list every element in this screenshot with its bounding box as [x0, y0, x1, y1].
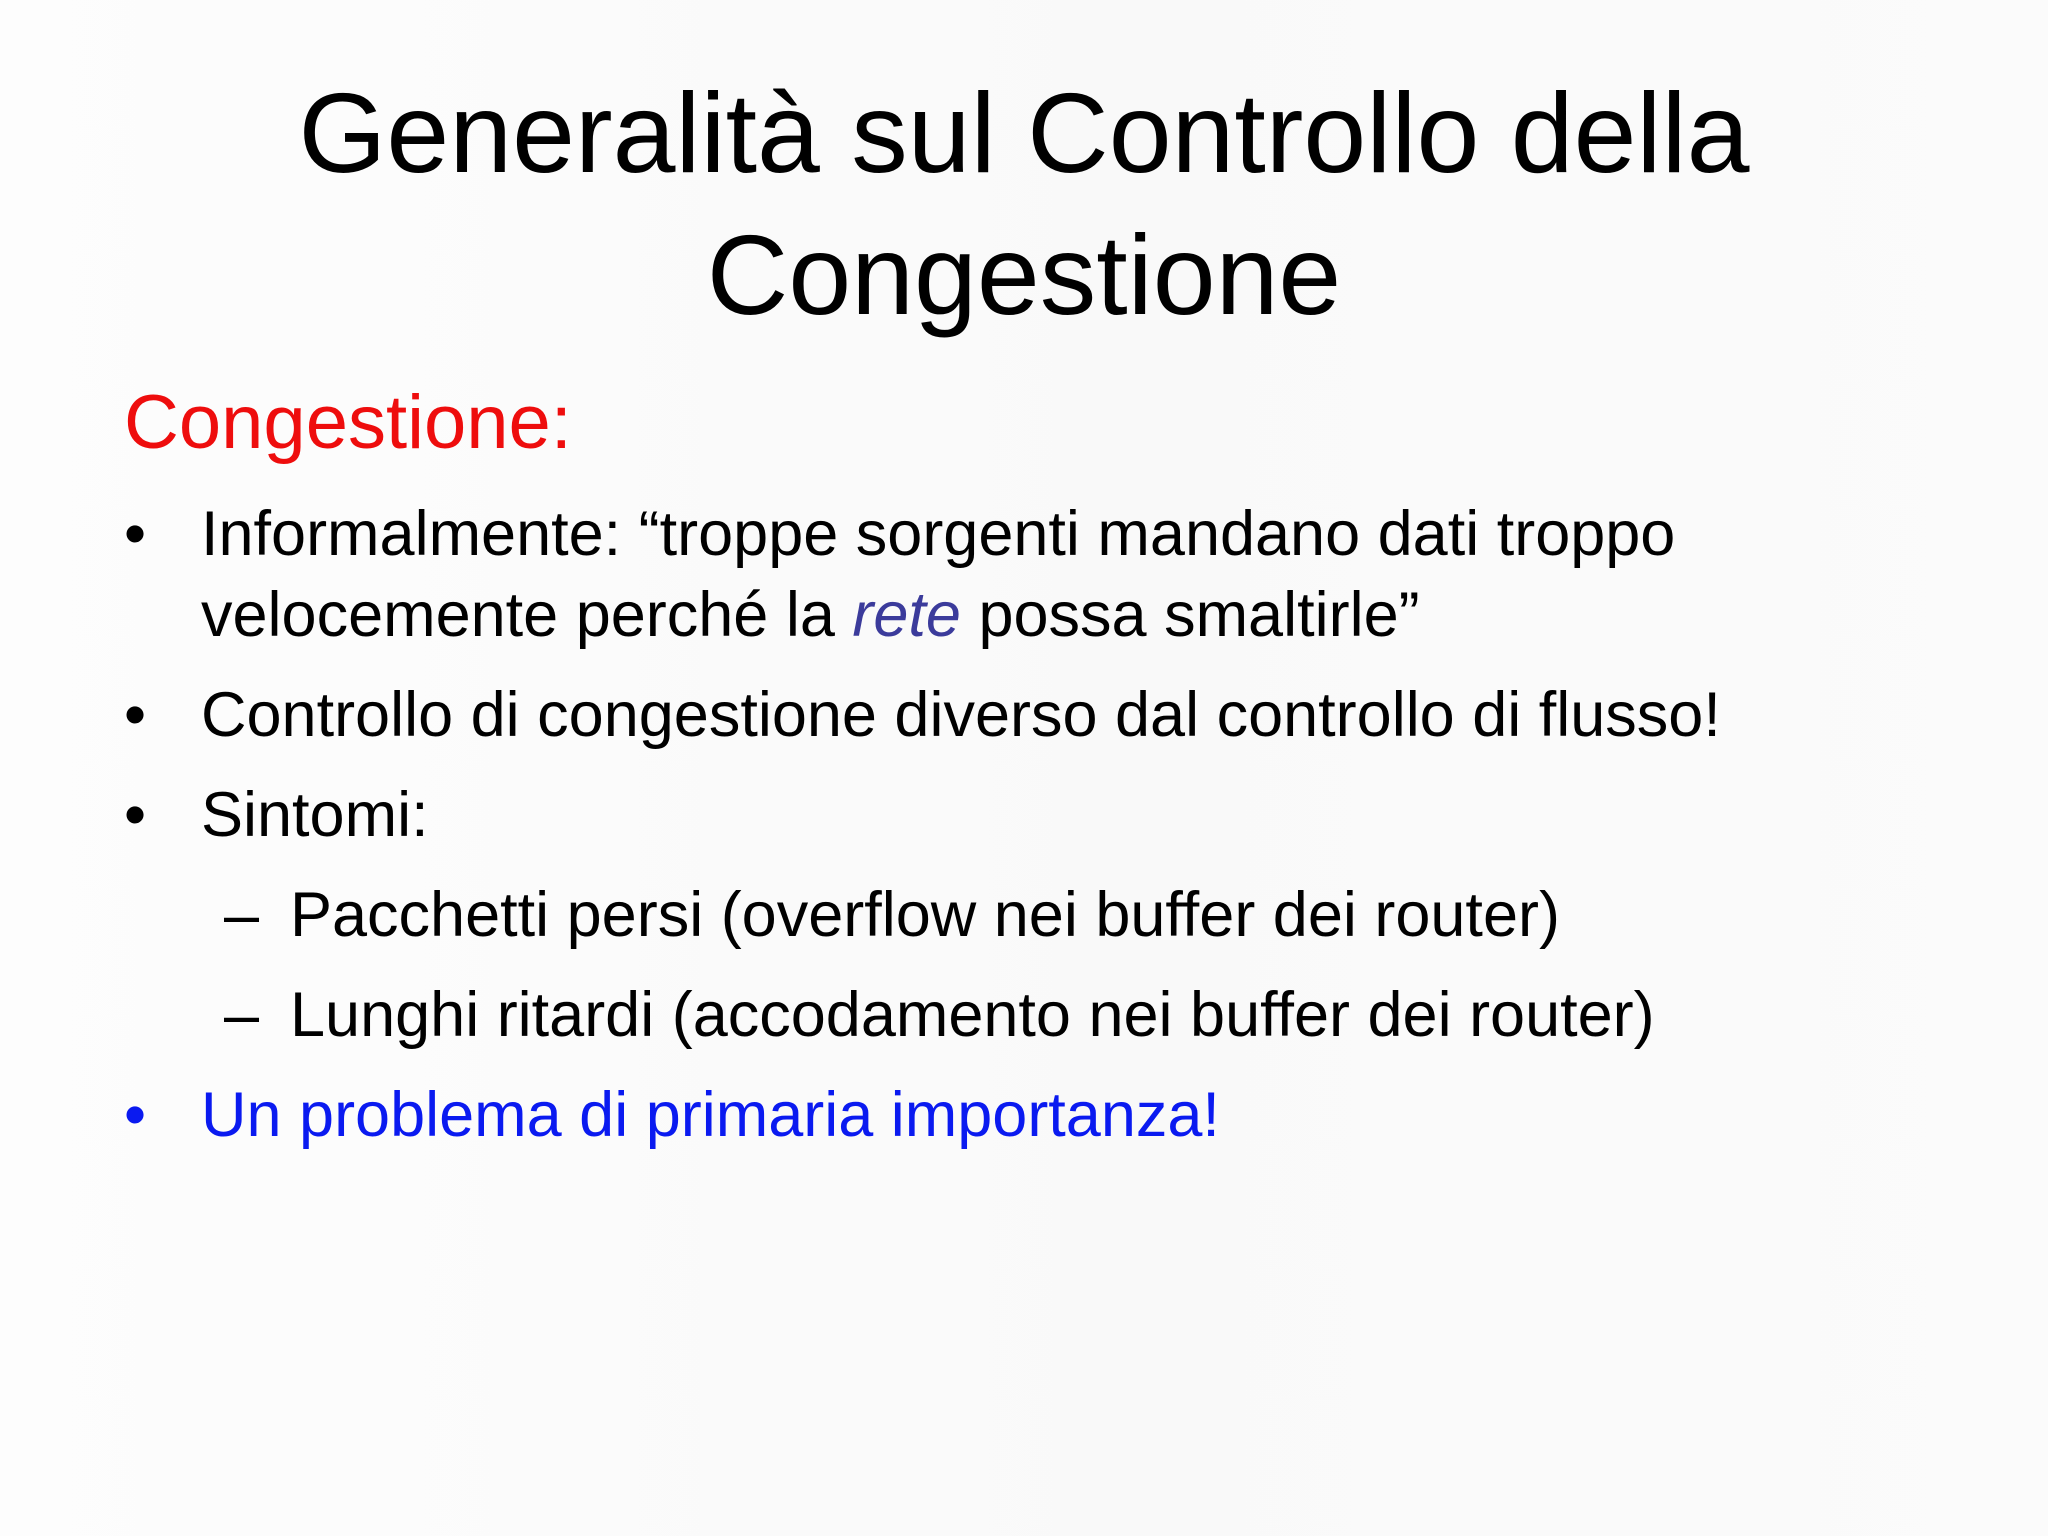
- bullet-text: Sintomi:: [201, 780, 429, 850]
- bullet-text: Controllo di congestione diverso dal controllo di flusso!: [201, 680, 1721, 750]
- bullet-text-line-2: [201, 575, 1420, 656]
- emphasis-word: rete: [852, 580, 961, 650]
- sub-bullet-marker: –: [224, 980, 260, 1050]
- bullet-text-line-2-post: possa smaltirle”: [960, 580, 1420, 650]
- sub-bullet-text: Lunghi ritardi (accodamento nei buffer dei router): [290, 980, 1655, 1050]
- sub-bullet-marker: –: [224, 880, 260, 950]
- bullet-text-line-2-pre: velocemente perché la: [201, 580, 853, 650]
- sub-bullet-text: Pacchetti persi (overflow nei buffer dei router): [290, 880, 1560, 950]
- bullet-marker: •: [124, 499, 147, 569]
- bullet-text-highlight: Un problema di primaria importanza!: [201, 1080, 1220, 1150]
- slide-title-line-1: Generalità sul Controllo della: [298, 70, 1750, 196]
- slide-title-line-2: Congestione: [706, 212, 1342, 338]
- bullet-marker: •: [124, 780, 147, 850]
- section-heading: Congestione:: [124, 380, 572, 465]
- slide-title: [0, 62, 2048, 346]
- bullet-text-line-1: Informalmente: “troppe sorgenti mandano dati troppo: [201, 499, 1676, 569]
- bullet-marker-highlight: •: [124, 1080, 147, 1150]
- bullet-marker: •: [124, 680, 147, 750]
